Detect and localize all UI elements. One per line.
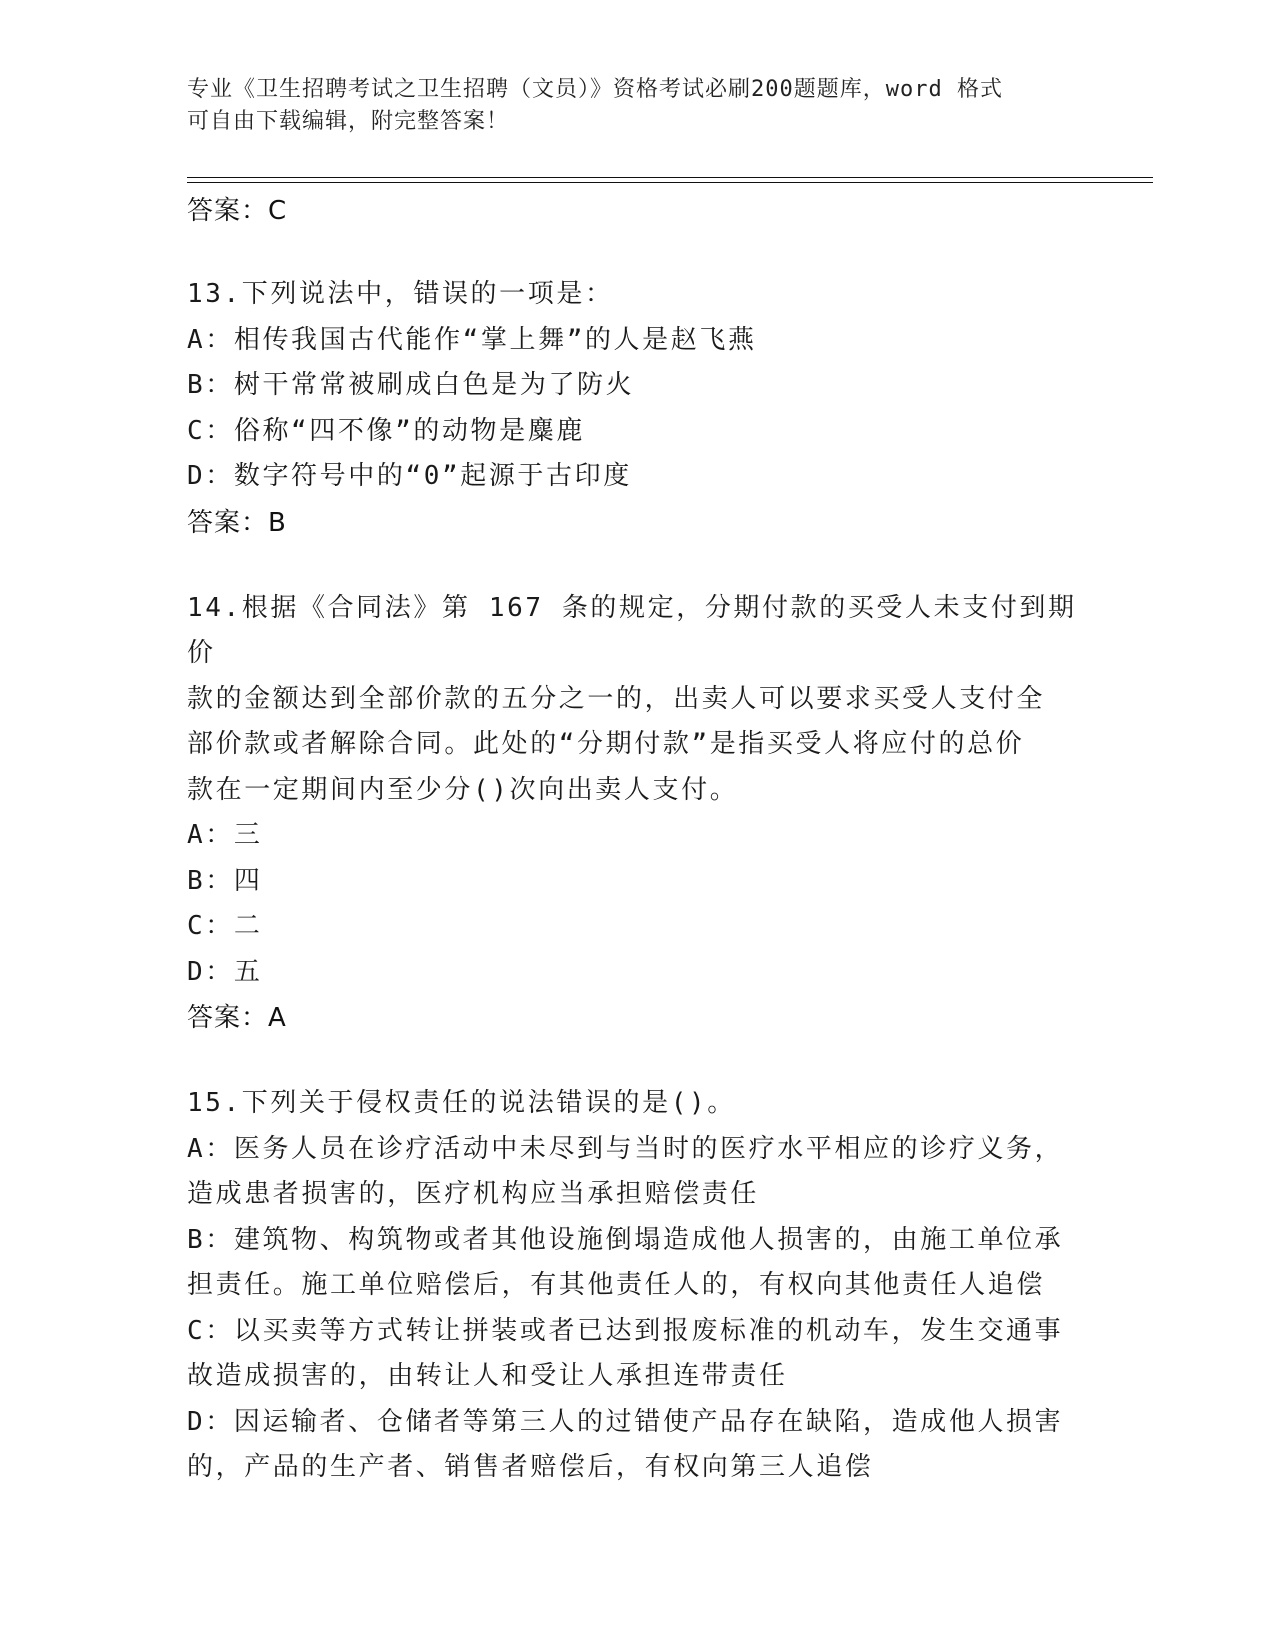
answer: 答案：B [187, 507, 287, 538]
option-d: D：数字符号中的“0”起源于古印度 [187, 461, 632, 491]
option-b-line-2: 担责任。施工单位赔偿后，有其他责任人的，有权向其他责任人追偿 [187, 1270, 1046, 1300]
option-d-line-1: D：因运输者、仓储者等第三人的过错使产品存在缺陷，造成他人损害 [187, 1406, 1064, 1437]
option-a: A：相传我国古代能作“掌上舞”的人是赵飞燕 [187, 324, 757, 355]
header-line-1: 专业《卫生招聘考试之卫生招聘（文员）》资格考试必刷200题题库，word 格式 [187, 77, 1003, 102]
question-text-line: 部价款或者解除合同。此处的“分期付款”是指买受人将应付的总价 [187, 729, 1025, 759]
answer: 答案：A [187, 1003, 287, 1033]
option-d-line-2: 的，产品的生产者、销售者赔偿后，有权向第三人追偿 [187, 1452, 874, 1482]
question-14 [187, 586, 1077, 1042]
question-text-line: 款的金额达到全部价款的五分之一的，出卖人可以要求买受人支付全 [187, 683, 1046, 714]
previous-answer: 答案：C [187, 196, 288, 226]
option-b: B：四 [187, 865, 263, 896]
option-c: C：俗称“四不像”的动物是麋鹿 [187, 415, 585, 446]
document-body [187, 188, 1077, 1491]
header-line-2: 可自由下载编辑，附完整答案！ [187, 109, 510, 134]
header-divider-bottom [187, 182, 1153, 183]
option-b-line-1: B：建筑物、构筑物或者其他设施倒塌造成他人损害的，由施工单位承 [187, 1224, 1064, 1255]
question-15 [187, 1081, 1077, 1491]
option-a-line-2: 造成患者损害的，医疗机构应当承担赔偿责任 [187, 1179, 760, 1209]
question-text-line: 14.根据《合同法》第 167 条的规定，分期付款的买受人未支付到期价 [187, 592, 1077, 668]
option-a-line-1: A：医务人员在诊疗活动中未尽到与当时的医疗水平相应的诊疗义务， [187, 1133, 1064, 1164]
option-b: B：树干常常被刷成白色是为了防火 [187, 370, 635, 400]
option-d: D：五 [187, 956, 263, 987]
option-c-line-1: C：以买卖等方式转让拼装或者已达到报废标准的机动车，发生交通事 [187, 1315, 1064, 1346]
question-13 [187, 272, 1077, 546]
option-a: A：三 [187, 820, 263, 850]
question-text: 15.下列关于侵权责任的说法错误的是()。 [187, 1088, 736, 1118]
question-text: 13.下列说法中，错误的一项是： [187, 279, 614, 309]
option-c-line-2: 故造成损害的，由转让人和受让人承担连带责任 [187, 1361, 788, 1391]
option-c: C：二 [187, 911, 263, 941]
question-text-line: 款在一定期间内至少分()次向出卖人支付。 [187, 774, 739, 805]
document-header [187, 74, 1067, 138]
header-divider-top [187, 177, 1153, 178]
